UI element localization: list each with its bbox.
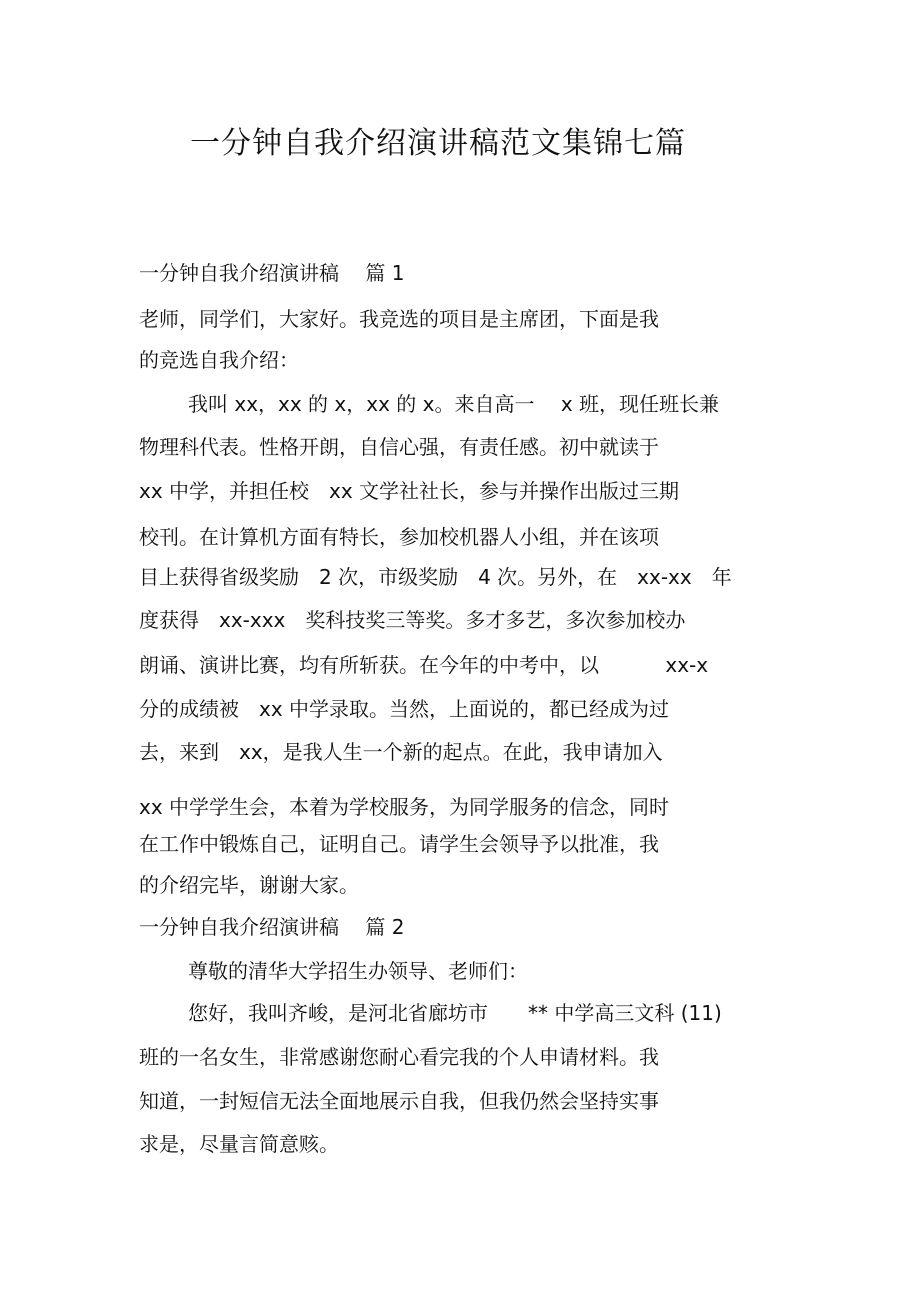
paragraph-line: 分的成绩被 xx 中学录取。当然，上面说的，都已经成为过 <box>139 697 670 721</box>
paragraph-line: 物理科代表。性格开朗，自信心强，有责任感。初中就读于 <box>139 435 659 459</box>
paragraph-line: 去，来到 xx，是我人生一个新的起点。在此，我申请加入 <box>139 740 663 764</box>
paragraph-line: 校刊。在计算机方面有特长，参加校机器人小组，并在该项 <box>139 525 659 549</box>
paragraph-line: 尊敬的清华大学招生办领导、老师们： <box>188 959 528 983</box>
paragraph-line: 知道，一封短信无法全面地展示自我，但我仍然会坚持实事 <box>139 1089 659 1113</box>
paragraph-line: 度获得 xx-xxx 奖科技奖三等奖。多才多艺，多次参加校办 <box>139 608 686 632</box>
paragraph-line: 的竞选自我介绍： <box>139 348 299 372</box>
section-heading: 一分钟自我介绍演讲稿 篇 1 <box>139 261 405 285</box>
paragraph-line: xx 中学学生会，本着为学校服务，为同学服务的信念，同时 <box>139 795 670 819</box>
section-heading: 一分钟自我介绍演讲稿 篇 2 <box>139 915 405 939</box>
paragraph-line: xx 中学，并担任校 xx 文学社社长，参与并操作出版过三期 <box>139 479 680 503</box>
paragraph-line: 的介绍完毕，谢谢大家。 <box>139 873 359 897</box>
paragraph-line: 求是，尽量言简意赅。 <box>139 1132 339 1156</box>
paragraph-line: 您好，我叫齐峻，是河北省廊坊市 ** 中学高三文科 (11) <box>188 1001 722 1025</box>
paragraph-line: 朗诵、演讲比赛，均有所斩获。在今年的中考中，以 xx-x <box>139 653 709 677</box>
paragraph-line: 目上获得省级奖励 2 次，市级奖励 4 次。另外，在 xx-xx 年 <box>139 565 732 589</box>
paragraph-line: 我叫 xx，xx 的 x，xx 的 x。来自高一 x 班，现任班长兼 <box>188 392 720 416</box>
paragraph-line: 老师，同学们，大家好。我竞选的项目是主席团，下面是我 <box>139 307 659 331</box>
page-title: 一分钟自我介绍演讲稿范文集锦七篇 <box>190 126 686 161</box>
paragraph-line: 班的一名女生，非常感谢您耐心看完我的个人申请材料。我 <box>139 1045 659 1069</box>
paragraph-line: 在工作中锻炼自己，证明自己。请学生会领导予以批准，我 <box>139 832 659 856</box>
